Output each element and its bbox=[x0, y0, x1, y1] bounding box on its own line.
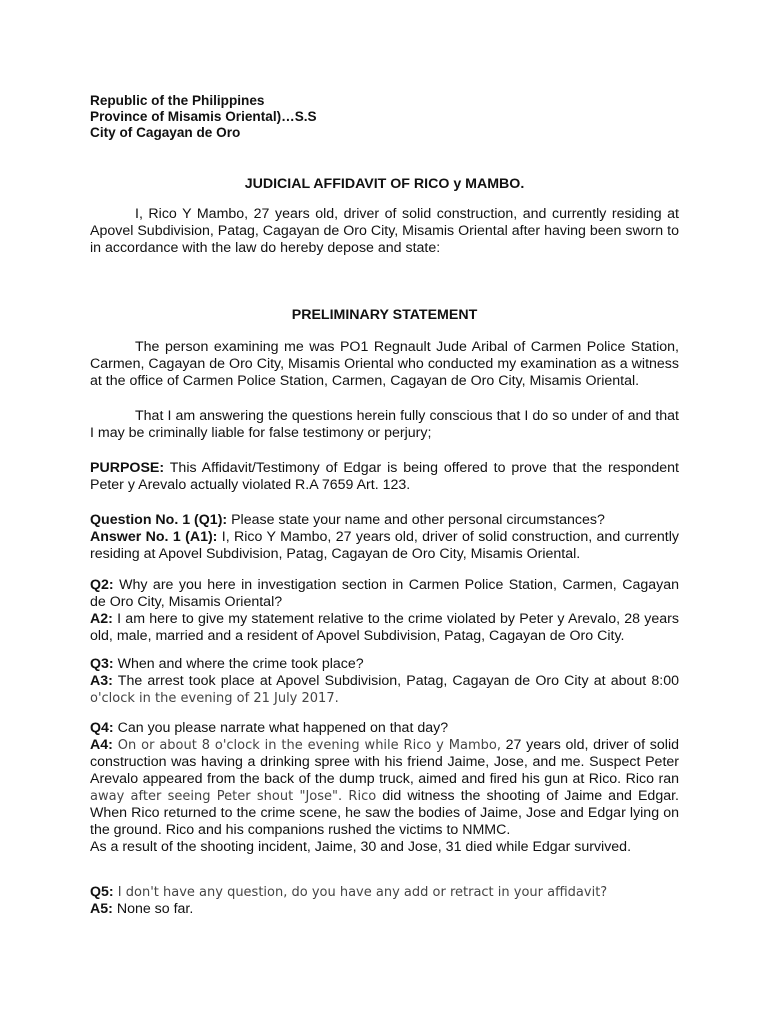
a3-text-time: o'clock in the evening of 21 July 2017. bbox=[90, 691, 339, 706]
a1-label: Answer No. 1 (A1): bbox=[90, 529, 218, 545]
a4-text-rest: did witness the shooting of Jaime and Edgar. When Rico returned to the crime scene, he saw the bodies of Jaime, Jose and Edgar lying on the ground. Rico and his companions rushed the victims to NMMC. bbox=[90, 788, 679, 838]
a3-label: A3: bbox=[90, 673, 113, 689]
header-block bbox=[90, 93, 317, 141]
preliminary-paragraph-2: That I am answering the questions herein fully conscious that I do so under of and that I may be criminally liable for false testimony or perjury; bbox=[90, 408, 679, 441]
a4-text-shout: away after seeing Peter shout "Jose". Rico bbox=[90, 789, 377, 804]
a3-text: The arrest took place at Apovel Subdivision, Patag, Cagayan de Oro City at about 8:00 bbox=[112, 673, 679, 689]
document-title: JUDICIAL AFFIDAVIT OF RICO y MAMBO. bbox=[244, 176, 525, 192]
q2-text: Why are you here in investigation section in Carmen Police Station, Carmen, Cagayan de Oro City, Misamis Oriental? bbox=[90, 577, 679, 610]
q4-text: Can you please narrate what happened on that day? bbox=[113, 720, 449, 736]
a4-text-opening: On or about 8 o'clock in the evening while Rico y Mambo, bbox=[112, 738, 501, 753]
q3-label: Q3: bbox=[90, 656, 114, 672]
a2-text: I am here to give my statement relative to the crime violated by Peter y Arevalo, 28 years old, male, married and a resident of Apovel Subdivision, Patag, Cagayan de Oro City. bbox=[90, 611, 679, 644]
header-city: City of Cagayan de Oro bbox=[90, 125, 241, 140]
a5-label: A5: bbox=[90, 901, 113, 917]
a4-result: As a result of the shooting incident, Jaime, 30 and Jose, 31 died while Edgar survived. bbox=[90, 839, 632, 855]
purpose-paragraph bbox=[90, 460, 679, 494]
qa-3 bbox=[90, 656, 679, 707]
a4-text-body: 27 years old, driver of solid construction was having a drinking spree with his friend Jaime, Jose, and me. Suspect Peter Arevalo appeared from the back of the dump truck, aimed and fired his gun at Rico. Rico ran bbox=[90, 737, 679, 787]
q5-text: I don't have any question, do you have any add or retract in your affidavit? bbox=[113, 885, 608, 900]
a2-label: A2: bbox=[90, 611, 113, 627]
qa-4 bbox=[90, 720, 679, 856]
qa-5 bbox=[90, 884, 679, 918]
purpose-label: PURPOSE: bbox=[90, 460, 165, 476]
q5-label: Q5: bbox=[90, 884, 114, 900]
a4-label: A4: bbox=[90, 737, 113, 753]
a1-text: I, Rico Y Mambo, 27 years old, driver of solid construction, and currently residing at Apovel Subdivision, Patag, Cagayan de Oro City, Misamis Oriental. bbox=[90, 529, 679, 562]
q1-label: Question No. 1 (Q1): bbox=[90, 512, 228, 528]
q3-text: When and where the crime took place? bbox=[113, 656, 364, 672]
preliminary-paragraph-1: The person examining me was PO1 Regnault Jude Aribal of Carmen Police Station, Carmen, Cagayan de Oro City, Misamis Oriental who conducted my examination as a witness at the office of Carmen Police Station, Carmen, Cagayan de Oro City, Misamis Oriental. bbox=[90, 339, 679, 389]
q1-text: Please state your name and other personal circumstances? bbox=[227, 512, 605, 528]
a5-text: None so far. bbox=[112, 901, 194, 917]
preliminary-heading: PRELIMINARY STATEMENT bbox=[291, 307, 478, 323]
qa-2 bbox=[90, 577, 679, 645]
purpose-text: This Affidavit/Testimony of Edgar is being offered to prove that the respondent Peter y Arevalo actually violated R.A 7659 Art. 123. bbox=[90, 460, 679, 493]
header-republic: Republic of the Philippines bbox=[90, 93, 265, 108]
qa-1 bbox=[90, 512, 679, 563]
header-province: Province of Misamis Oriental)…S.S bbox=[90, 109, 317, 124]
q4-label: Q4: bbox=[90, 720, 114, 736]
intro-paragraph: I, Rico Y Mambo, 27 years old, driver of solid construction, and currently residing at Apovel Subdivision, Patag, Cagayan de Oro City, Misamis Oriental after having been sworn to in accordance with the law do hereby depose and state: bbox=[90, 206, 679, 256]
q2-label: Q2: bbox=[90, 577, 114, 593]
